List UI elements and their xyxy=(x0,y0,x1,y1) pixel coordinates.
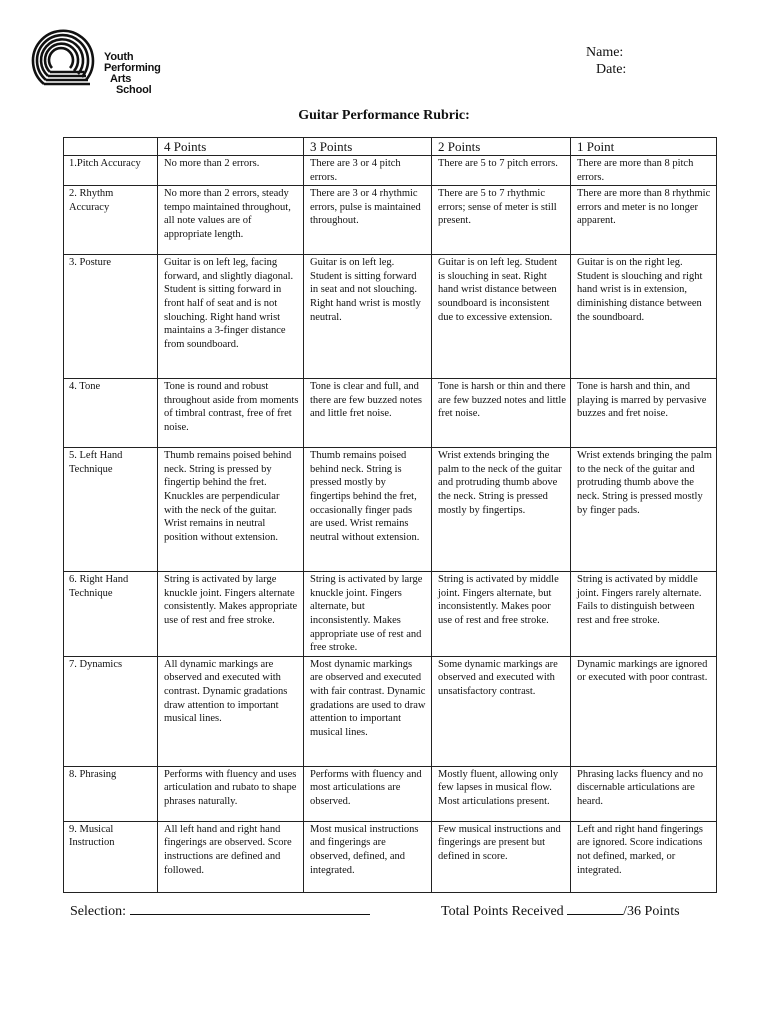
score-2-cell: Wrist extends bringing the palm to the neck of the guitar and protruding thumb above the neck. String is pressed mostly by fingertips. xyxy=(432,448,571,572)
table-row xyxy=(64,379,717,448)
page-title: Guitar Performance Rubric: xyxy=(298,108,470,123)
score-4-cell: No more than 2 errors. xyxy=(158,156,304,186)
table-row xyxy=(64,186,717,255)
total-points-field xyxy=(441,902,680,920)
criterion-cell: 6. Right Hand Technique xyxy=(64,572,158,657)
header-3-points: 3 Points xyxy=(304,138,432,156)
logo-wordmark xyxy=(104,52,161,96)
score-4-cell: All left hand and right hand fingerings are observed. Score instructions are defined and followed. xyxy=(158,821,304,892)
criterion-cell: 5. Left Hand Technique xyxy=(64,448,158,572)
total-points-suffix: /36 Points xyxy=(623,904,680,919)
header-1-point: 1 Point xyxy=(571,138,717,156)
table-row xyxy=(64,448,717,572)
criterion-cell: 8. Phrasing xyxy=(64,766,158,821)
score-2-cell: There are 5 to 7 rhythmic errors; sense of meter is still present. xyxy=(432,186,571,255)
table-row xyxy=(64,821,717,892)
header-criterion xyxy=(64,138,158,156)
score-3-cell: String is activated by large knuckle joint. Fingers alternate, but inconsistently. Makes appropriate use of rest and free stroke. xyxy=(304,572,432,657)
criterion-cell: 4. Tone xyxy=(64,379,158,448)
logo-line-2: Performing xyxy=(104,62,161,74)
score-2-cell: Tone is harsh or thin and there are few buzzed notes and little fret noise. xyxy=(432,379,571,448)
criterion-cell: 7. Dynamics xyxy=(64,656,158,766)
rubric-header-row xyxy=(64,138,717,156)
name-label: Name: xyxy=(586,45,624,60)
score-4-cell: All dynamic markings are observed and executed with contrast. Dynamic gradations draw attention to important musical lines. xyxy=(158,656,304,766)
criterion-cell: 9. Musical Instruction xyxy=(64,821,158,892)
score-1-cell: There are more than 8 rhythmic errors and meter is no longer apparent. xyxy=(571,186,717,255)
score-1-cell: Guitar is on the right leg. Student is slouching and right hand wrist is in extension, diminishing distance between the soundboard. xyxy=(571,255,717,379)
score-3-cell: Thumb remains poised behind neck. String is pressed mostly by fingertips behind the fret, occasionally finger pads are used. Wrist remains neutral without extension. xyxy=(304,448,432,572)
criterion-cell: 2. Rhythm Accuracy xyxy=(64,186,158,255)
score-2-cell: Guitar is on left leg. Student is slouching in seat. Right hand wrist distance between soundboard is inconsistent due to excessive extension. xyxy=(432,255,571,379)
rubric-table xyxy=(63,137,717,893)
score-4-cell: No more than 2 errors, steady tempo maintained throughout, all note values are of appropriate length. xyxy=(158,186,304,255)
score-3-cell: Performs with fluency and most articulations are observed. xyxy=(304,766,432,821)
score-1-cell: There are more than 8 pitch errors. xyxy=(571,156,717,186)
name-date-block xyxy=(586,44,626,78)
criterion-cell: 1.Pitch Accuracy xyxy=(64,156,158,186)
score-3-cell: Guitar is on left leg. Student is sitting forward in seat and not slouching. Right hand wrist is mostly neutral. xyxy=(304,255,432,379)
score-1-cell: Tone is harsh and thin, and playing is marred by pervasive buzzes and fret noise. xyxy=(571,379,717,448)
score-1-cell: String is activated by middle joint. Fingers rarely alternate. Fails to distinguish between rest and free stroke. xyxy=(571,572,717,657)
table-row xyxy=(64,656,717,766)
score-2-cell: Few musical instructions and fingerings are present but defined in score. xyxy=(432,821,571,892)
score-1-cell: Left and right hand fingerings are ignored. Score indications not defined, marked, or integrated. xyxy=(571,821,717,892)
selection-blank-line[interactable] xyxy=(130,902,370,915)
score-3-cell: Most musical instructions and fingerings are observed, defined, and integrated. xyxy=(304,821,432,892)
total-points-blank-line[interactable] xyxy=(567,902,623,915)
table-row xyxy=(64,156,717,186)
logo-line-1: Youth xyxy=(104,51,134,63)
score-4-cell: Thumb remains poised behind neck. String is pressed by fingertip behind the fret. Knuckles are perpendicular with the neck of the guitar. Wrist remains in neutral position without extension. xyxy=(158,448,304,572)
selection-field xyxy=(70,902,370,920)
date-label: Date: xyxy=(596,62,627,77)
score-2-cell: Mostly fluent, allowing only few lapses in musical flow. Most articulations present. xyxy=(432,766,571,821)
score-1-cell: Dynamic markings are ignored or executed with poor contrast. xyxy=(571,656,717,766)
score-3-cell: There are 3 or 4 pitch errors. xyxy=(304,156,432,186)
score-4-cell: Guitar is on left leg, facing forward, and slightly diagonal. Student is sitting forward in front half of seat and is not slouching. Right hand wrist maintains a 3-finger distance from soundboard. xyxy=(158,255,304,379)
score-2-cell: There are 5 to 7 pitch errors. xyxy=(432,156,571,186)
selection-label: Selection: xyxy=(70,904,126,919)
score-1-cell: Phrasing lacks fluency and no discernable articulations are heard. xyxy=(571,766,717,821)
criterion-cell: 3. Posture xyxy=(64,255,158,379)
table-row xyxy=(64,255,717,379)
score-4-cell: String is activated by large knuckle joint. Fingers alternate consistently. Makes appropriate use of rest and free stroke. xyxy=(158,572,304,657)
score-4-cell: Performs with fluency and uses articulation and rubato to shape phrases naturally. xyxy=(158,766,304,821)
score-1-cell: Wrist extends bringing the palm to the neck of the guitar and protruding thumb above the neck. String is pressed mostly by finger pads. xyxy=(571,448,717,572)
score-2-cell: Some dynamic markings are observed and executed with unsatisfactory contrast. xyxy=(432,656,571,766)
score-4-cell: Tone is round and robust throughout aside from moments of timbral contrast, free of fret noise. xyxy=(158,379,304,448)
total-points-label: Total Points Received xyxy=(441,904,564,919)
score-3-cell: Most dynamic markings are observed and executed with fair contrast. Dynamic gradations are used to draw attention to important musical lines. xyxy=(304,656,432,766)
header-2-points: 2 Points xyxy=(432,138,571,156)
score-3-cell: There are 3 or 4 rhythmic errors, pulse is maintained throughout. xyxy=(304,186,432,255)
school-logo xyxy=(24,22,194,102)
score-2-cell: String is activated by middle joint. Fingers alternate, but inconsistently. Makes poor use of rest and free stroke. xyxy=(432,572,571,657)
logo-line-3: Arts xyxy=(110,73,132,85)
header-4-points: 4 Points xyxy=(158,138,304,156)
score-3-cell: Tone is clear and full, and there are few buzzed notes and little fret noise. xyxy=(304,379,432,448)
table-row xyxy=(64,572,717,657)
logo-line-4: School xyxy=(116,84,152,96)
table-row xyxy=(64,766,717,821)
ypas-swirl-logo-icon xyxy=(24,22,104,102)
